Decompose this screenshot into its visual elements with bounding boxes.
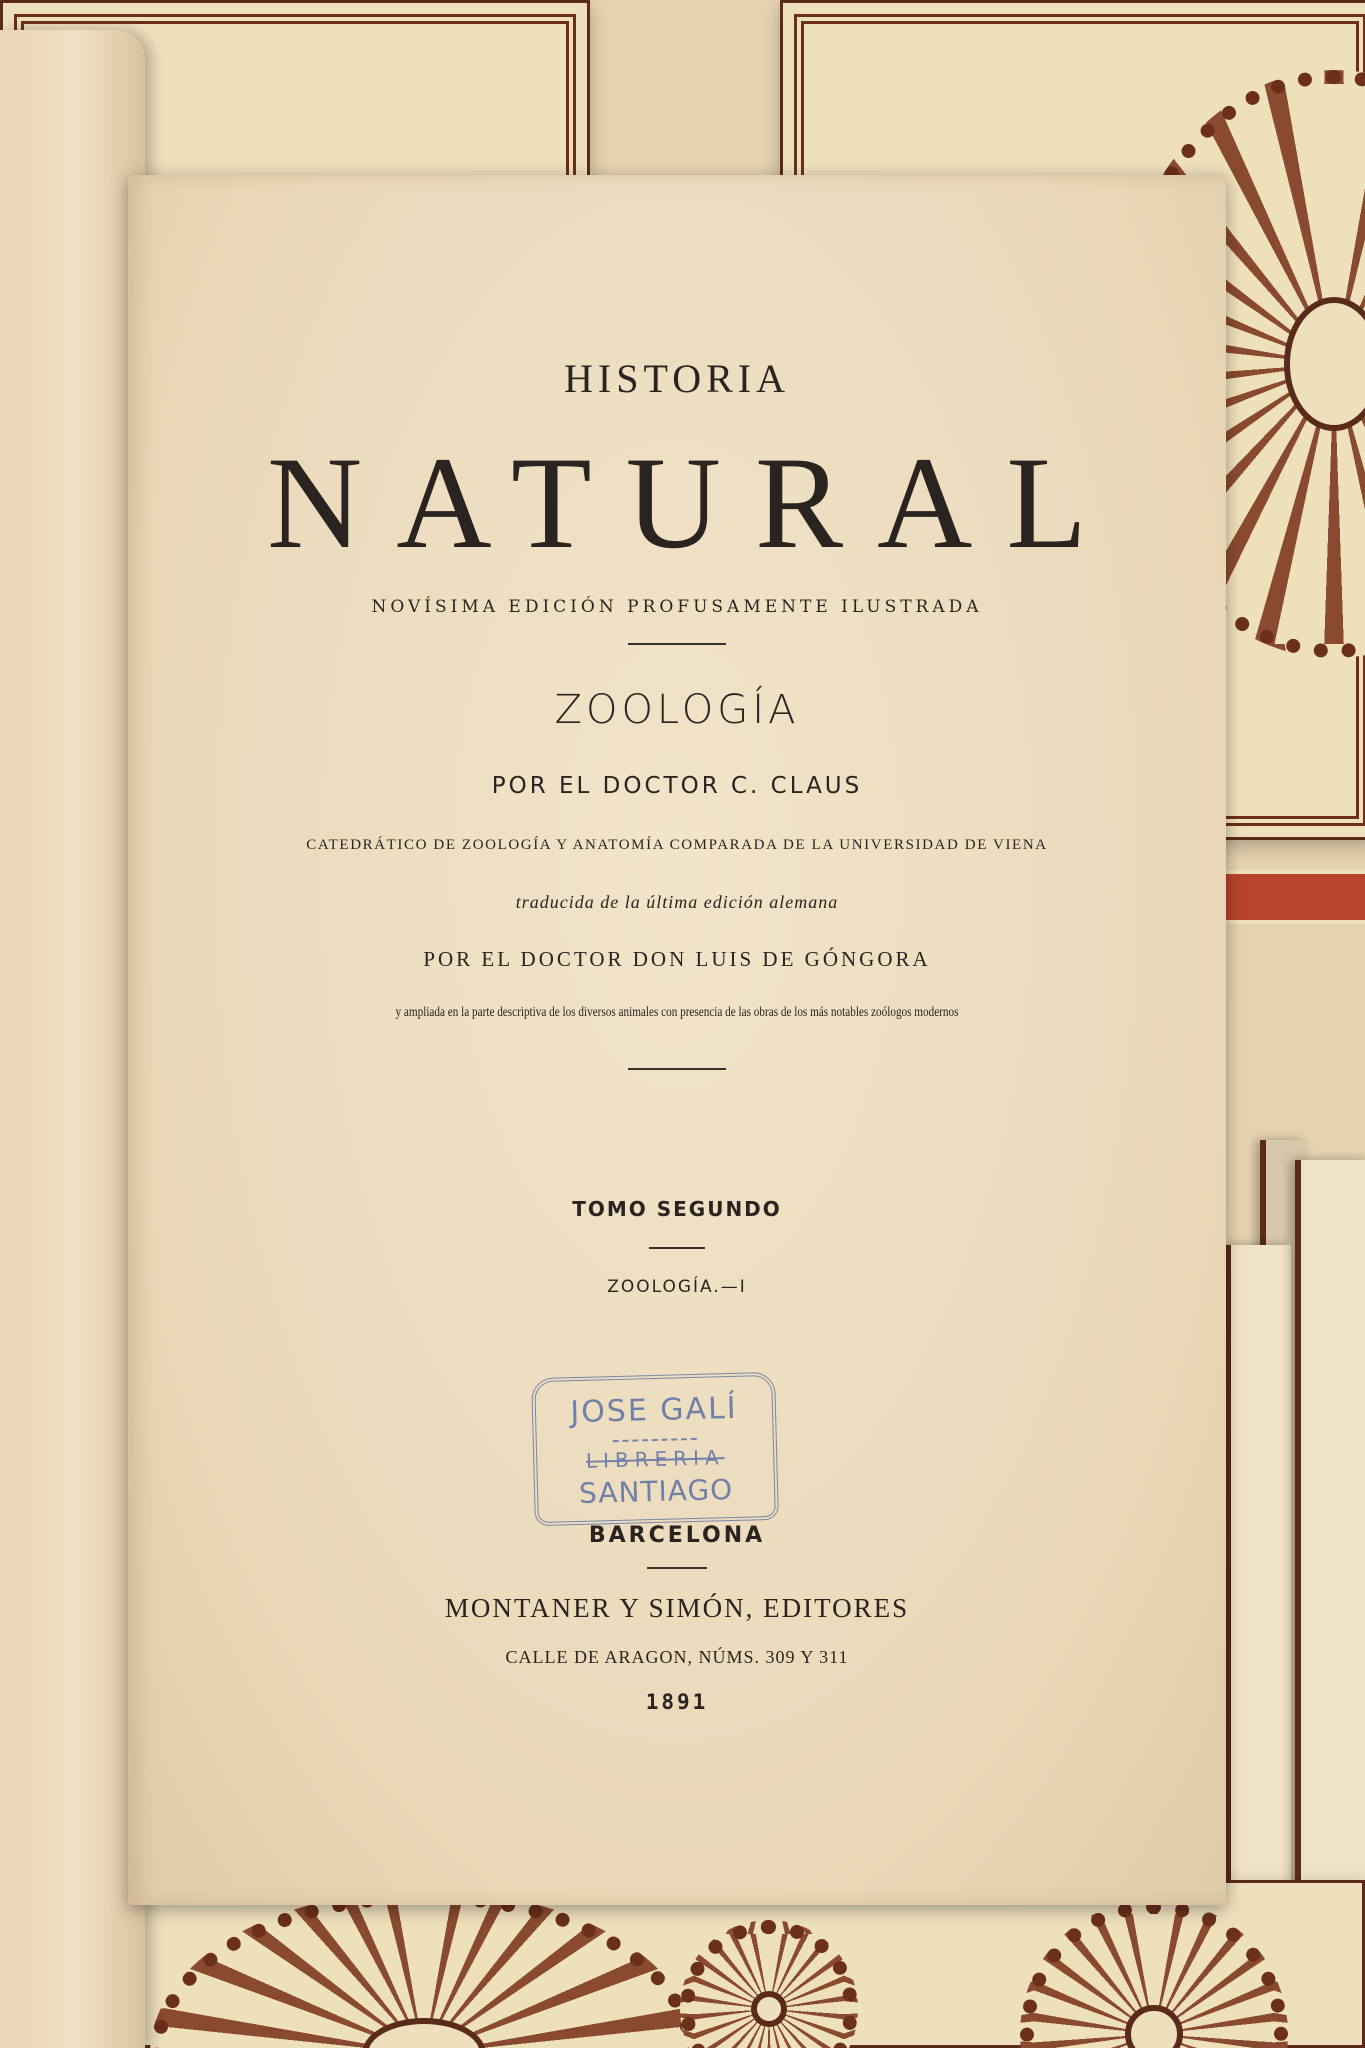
translator-line: POR EL DOCTOR DON LUIS DE GÓNGORA bbox=[423, 947, 931, 971]
ornament-hub bbox=[1284, 297, 1365, 431]
divider-rule bbox=[647, 1567, 707, 1569]
ornament-hub bbox=[362, 2018, 487, 2048]
title-page bbox=[128, 175, 1226, 1905]
translation-note: traducida de la última edición alemana bbox=[515, 892, 839, 912]
ornament-hub bbox=[1125, 2005, 1183, 2048]
left-page-curl bbox=[0, 30, 145, 2048]
city-label: BARCELONA bbox=[588, 1523, 766, 1548]
expansion-note: y ampliada en la parte descriptiva de los diversos animales con presencia de las obras de los más notables zoólogos modernos bbox=[395, 1005, 959, 1020]
title-historia: HISTORIA bbox=[564, 356, 790, 401]
divider-rule bbox=[649, 1247, 705, 1249]
volume-subtitle: ZOOLOGÍA.—I bbox=[607, 1277, 747, 1297]
section-title: ZOOLOGÍA bbox=[554, 687, 800, 733]
author-line: POR EL DOCTOR C. CLAUS bbox=[491, 773, 863, 799]
stamp-line-santiago: SANTIAGO bbox=[578, 1472, 734, 1510]
ornament-hub bbox=[751, 1991, 787, 2027]
publisher-address: CALLE DE ARAGON, NÚMS. 309 Y 311 bbox=[505, 1647, 849, 1667]
cover-ornament-medallion bbox=[150, 1890, 698, 2048]
cover-ornament-medallion bbox=[1020, 1900, 1288, 2048]
stamp-line-libreria: LIBRERIA bbox=[585, 1445, 725, 1473]
edition-subtitle: NOVÍSIMA EDICIÓN PROFUSAMENTE ILUSTRADA bbox=[371, 597, 983, 617]
divider-rule bbox=[628, 643, 726, 645]
publication-year: 1891 bbox=[645, 1690, 709, 1714]
author-position: CATEDRÁTICO DE ZOOLOGÍA Y ANATOMÍA COMPARADA DE LA UNIVERSIDAD DE VIENA bbox=[306, 837, 1048, 853]
volume-label: TOMO SEGUNDO bbox=[572, 1197, 782, 1221]
stamp-line-name: JOSE GALÍ bbox=[569, 1390, 739, 1431]
publisher-name: MONTANER Y SIMÓN, EDITORES bbox=[444, 1593, 910, 1623]
bookseller-stamp bbox=[531, 1372, 779, 1526]
divider-rule bbox=[628, 1068, 726, 1070]
stamp-divider bbox=[613, 1438, 697, 1442]
cover-ornament-emblem bbox=[680, 1920, 858, 2048]
title-natural: NATURAL bbox=[267, 429, 1121, 576]
background-book-cover-bottom bbox=[0, 1880, 1365, 2048]
red-book-spine bbox=[1225, 870, 1365, 924]
